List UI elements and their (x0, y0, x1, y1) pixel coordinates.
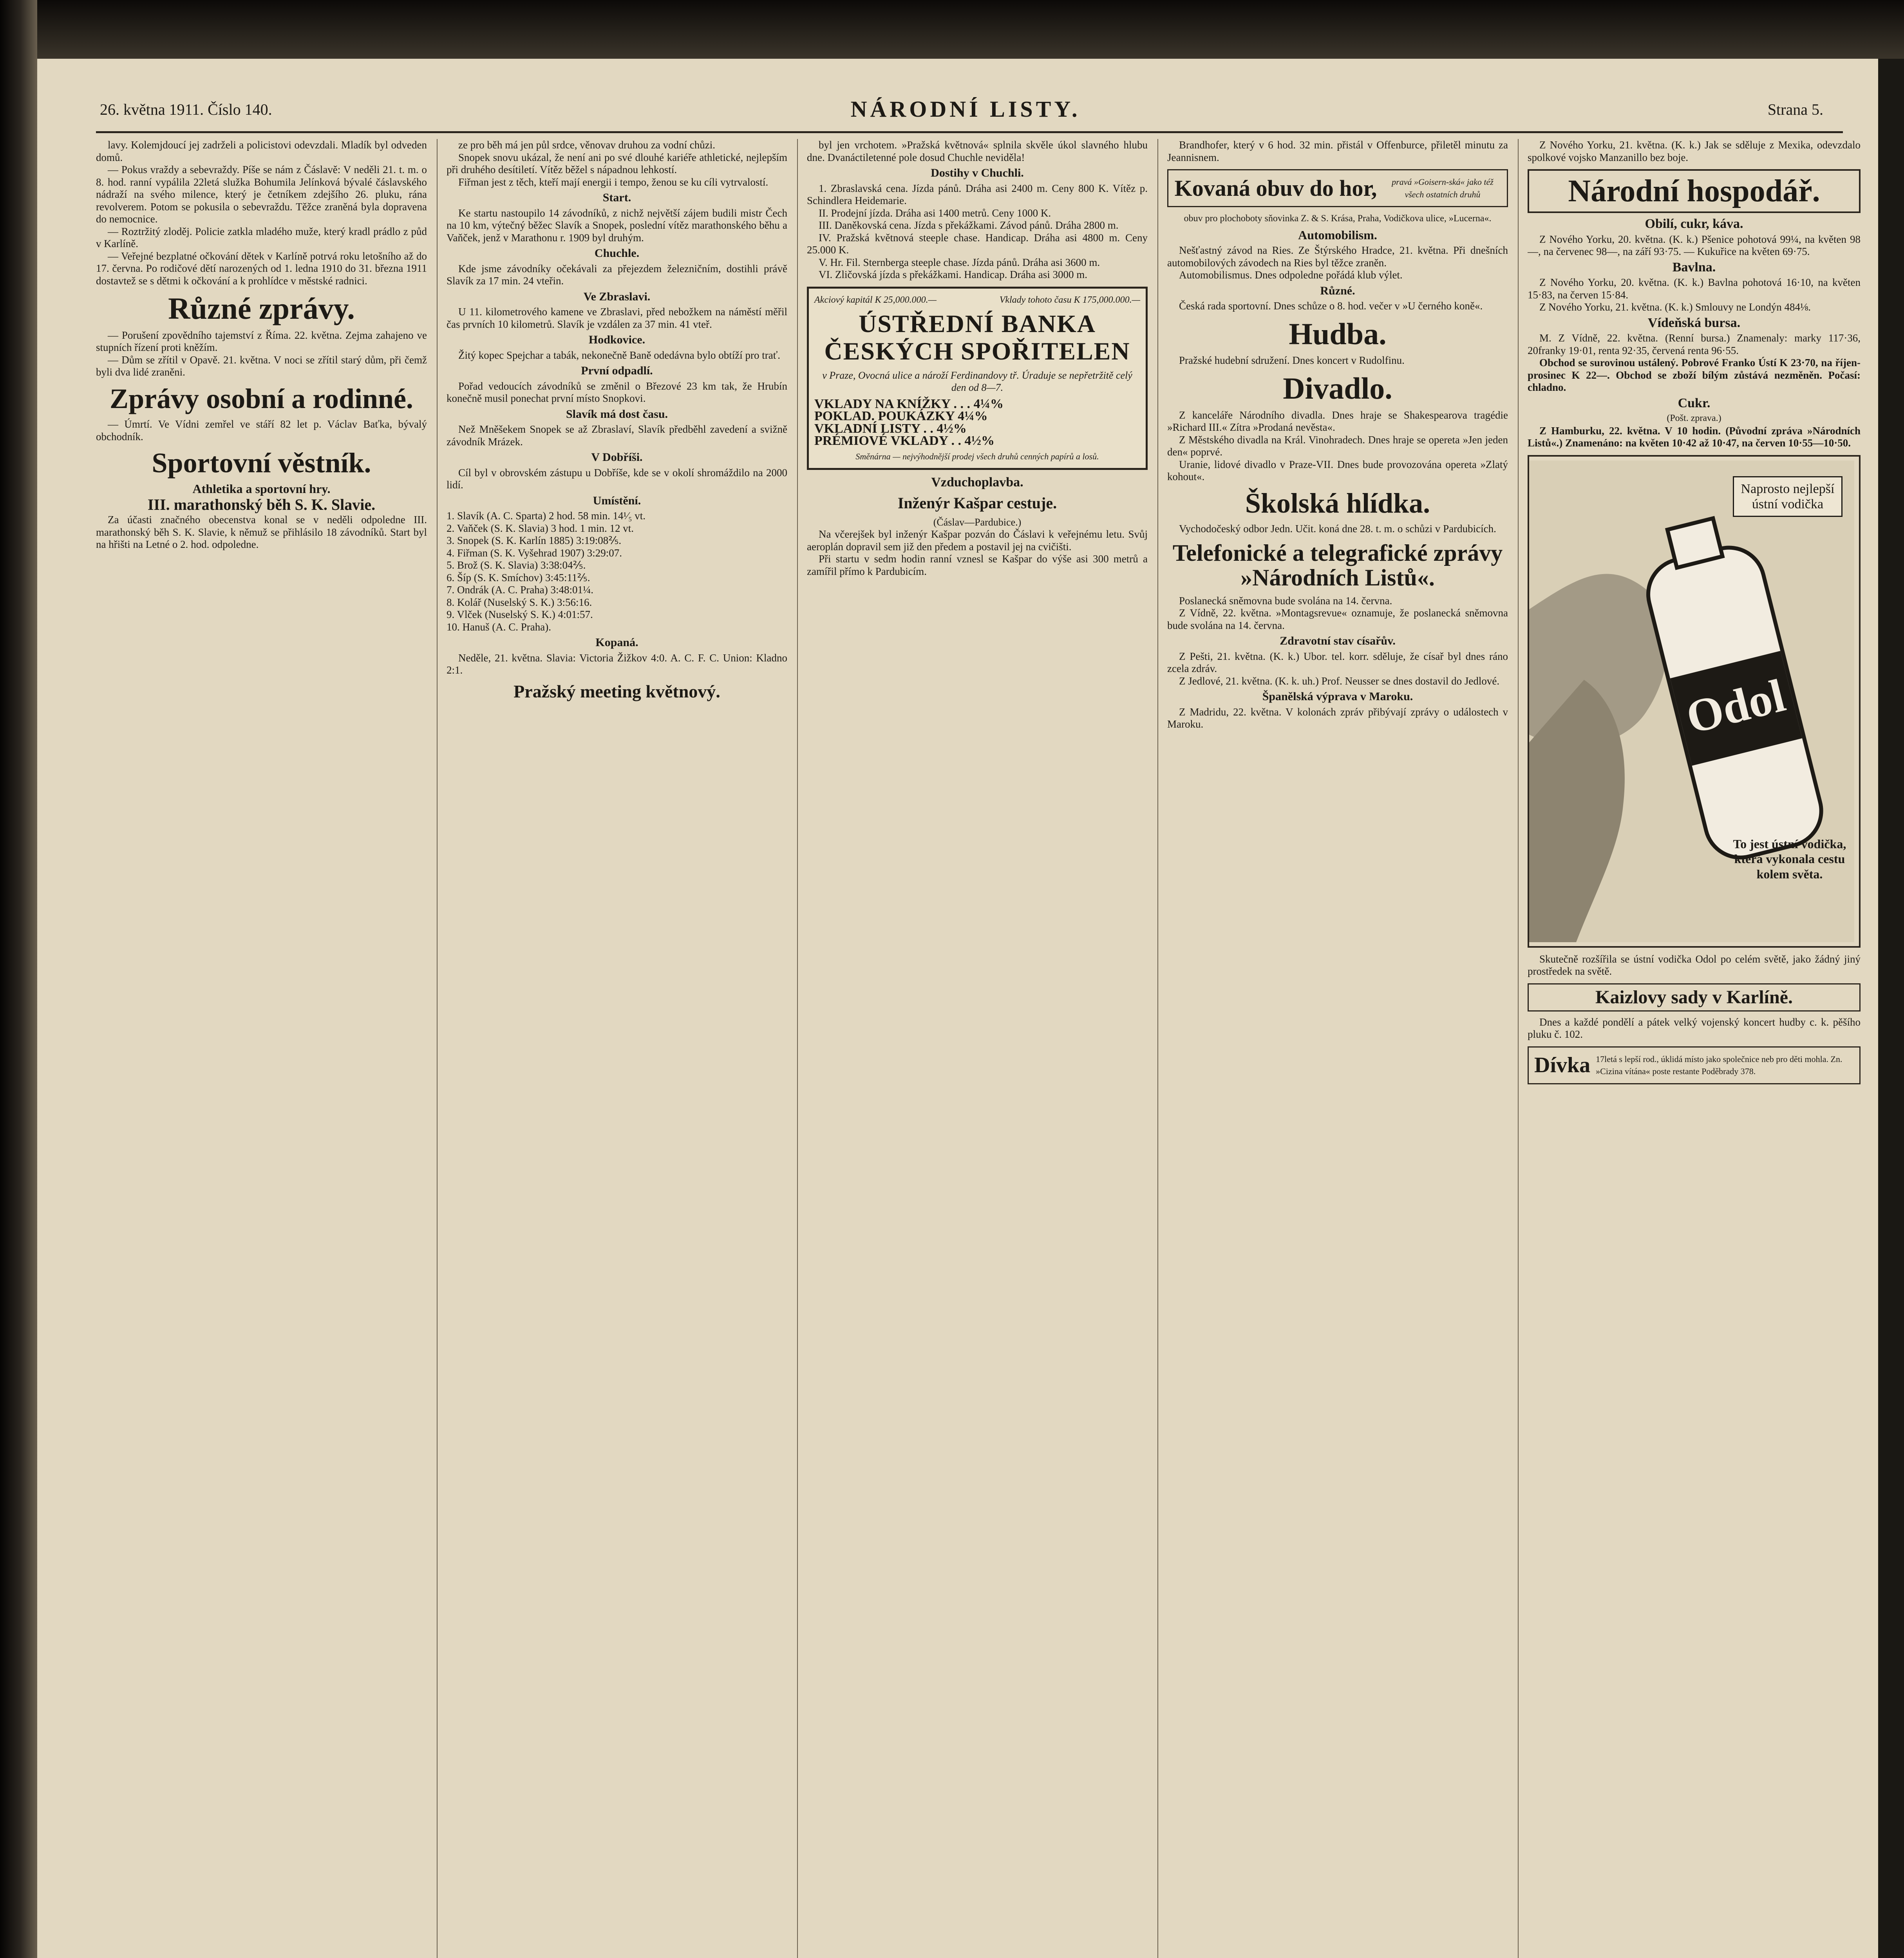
article-text: lavy. Kolemjdoucí jej zadrželi a policistovi odevzdali. Mladík byl odveden domů. (96, 139, 427, 163)
newspaper-page (37, 59, 1878, 1958)
article-text: M. Z Vídně, 22. května. (Renní bursa.) Znamenaly: marky 117·36, 20franky 19·01, renta 92·35, červená renta 96·55. (1528, 332, 1861, 356)
subheading-dostihy: Dostihy v Chuchli. (931, 166, 1024, 179)
subheading-misc: Různé. (1320, 284, 1355, 297)
subheading-sugar: Cukr. (1678, 396, 1711, 410)
shoe-ad-subtitle: pravá »Goisern-ská« jako též všech ostatních druhů (1392, 177, 1494, 199)
subheading-grain: Obilí, cukr, káva. (1645, 217, 1743, 231)
kaspar-subheading: (Čáslav—Pardubice.) (933, 516, 1022, 528)
issue-date: 26. května 1911. Číslo 140. (100, 101, 272, 118)
sugar-note: (Pošt. zprava.) (1667, 413, 1721, 423)
article-text: — Úmrtí. Ve Vídni zemřel ve stáří 82 let p. Václav Baťka, bývalý obchodník. (96, 418, 427, 443)
odol-label: Naprosto nejlepší ústní vodička (1733, 476, 1843, 517)
results-list-item: 8. Kolář (Nuselský S. K.) 3:56:16. (447, 596, 592, 608)
column-rule (1518, 139, 1519, 1958)
results-list-item: 4. Fiřman (S. K. Vyšehrad 1907) 3:29:07. (447, 547, 622, 559)
article-text: Neděle, 21. května. Slavia: Victoria Žižkov 4:0. A. C. F. C. Union: Kladno 2:1. (447, 652, 787, 676)
results-list (447, 510, 787, 633)
article-text: U 11. kilometrového kamene ve Zbraslavi, před nebožkem na náměstí měřil čas prvních 10 kilometrů. Slavík je vzdálen za 37 min. 41 vteř. (447, 306, 787, 330)
results-list-item: 7. Ondrák (A. C. Praha) 3:48:01¼. (447, 584, 593, 596)
subheading-start: Start. (602, 191, 631, 204)
subheading-maroko: Španělská výprava v Maroku. (1262, 690, 1413, 703)
section-heading-economy: Národní hospodář. (1528, 169, 1861, 213)
article-text: Z kanceláře Národního divadla. Dnes hraje se Shakespearova tragédie »Richard III.« Zítra »Prodaná nevěsta«. (1167, 409, 1508, 434)
article-text: Z Hamburku, 22. května. V 10 hodin. (Původní zpráva »Národních Listů«.) Znamenáno: na květen 10·42 až 10·47, na červen 10·55—10·50. (1528, 424, 1861, 449)
header-rule (96, 131, 1843, 133)
subheading-chuchle: Chuchle. (594, 247, 640, 260)
subheading-cotton: Bavlna. (1672, 260, 1716, 275)
article-text: 1. Zbraslavská cena. Jízda pánů. Dráha asi 2400 m. Ceny 800 K. Vítěz p. Schindlera Heidemarie. (807, 182, 1148, 206)
article-text: Česká rada sportovní. Dnes schůze o 8. hod. večer v »U černého koně«. (1179, 300, 1483, 312)
article-text: Z Vídně, 22. května. »Montagsrevue« oznamuje, že poslanecká sněmovna bude svolána na 14. června. (1167, 607, 1508, 631)
marathon-heading: III. marathonský běh S. K. Slavie. (147, 495, 376, 513)
book-spine (0, 0, 37, 1958)
article-text: V. Hr. Fil. Sternberga steeple chase. Jízda pánů. Dráha asi 3600 m. (819, 256, 1100, 268)
article-text: Z Městského divadla na Král. Vinohradech. Dnes hraje se opereta »Jen jeden den« poprvé. (1167, 434, 1508, 458)
classified-title: Dívka (1534, 1053, 1591, 1077)
subheading-prvni: První odpadlí. (581, 364, 653, 377)
odol-tagline: To jest ústní vodička, která vykonala cestu kolem světa. (1733, 836, 1846, 881)
article-text: Z Nového Yorku, 21. května. (K. k.) Jak se sděluje z Mexika, odevzdalo spolkové vojsko Manzanillo bez boje. (1528, 139, 1861, 163)
shoe-ad-footer: obuv pro plochoboty sňovinka Z. & S. Krása, Praha, Vodičkova ulice, »Lucerna«. (1184, 213, 1492, 224)
odol-advertisement (1528, 455, 1861, 948)
subheading-health: Zdravotní stav císařův. (1280, 634, 1396, 648)
odol-illustration (1529, 461, 1854, 942)
column-rule (437, 139, 438, 1958)
classified-ad (1528, 1046, 1861, 1084)
article-text: Pořad vedoucích závodníků se změnil o Březové 23 km tak, že Hrubín konečně musil ponechat první místo Snopkovi. (447, 380, 787, 404)
article-text: Fiřman jest z těch, kteří mají energii i tempo, ženou se ku cíli vytrvalostí. (458, 176, 768, 188)
article-text: Z Jedlové, 21. května. (K. k. uh.) Prof. Neusser se dnes dostavil do Jedlové. (1179, 675, 1500, 687)
article-text: — Roztržitý zloděj. Policie zatkla mladého muže, který kradl prádlo z půd v Karlíně. (96, 225, 427, 249)
article-text: Snopek snovu ukázal, že není ani po své dlouhé kariéře athletické, nejlepším při druhého desítiletí. Vítěz běžel s nápadnou lehkostí. (447, 151, 787, 175)
article-text: Obchod se surovinou ustálený. Pobrové Franko Ústí K 23·70, na říjen-prosinec K 22—. Obchod se zboží bílým zůstává nezměněn. Počasí: chladno. (1528, 357, 1861, 393)
section-heading-telegraph: Telefonické a telegrafické zprávy »Národních Listů«. (1172, 540, 1503, 591)
results-list-item: 5. Brož (S. K. Slavia) 3:38:04⅖. (447, 559, 586, 571)
page-number: Strana 5. (1767, 101, 1823, 118)
column-4 (1167, 139, 1508, 1958)
kaspar-heading: Inženýr Kašpar cestuje. (897, 494, 1057, 512)
section-heading-sport: Sportovní věstník. (152, 447, 371, 479)
bank-rate: PRÉMIOVÉ VKLADY . . 4½% (814, 434, 994, 448)
section-heading-aviation: Vzduchoplavba. (931, 475, 1023, 490)
article-text: Z Nového Yorku, 21. května. (K. k.) Smlouvy ne Londýn 484⅛. (1539, 301, 1811, 313)
subheading-auto: Automobilism. (1298, 228, 1377, 242)
classified-text: 17letá s lepší rod., úklidá místo jako společnice neb pro děti mohla. Zn. »Cizina vítána« poste restante Poděbrady 378. (1596, 1054, 1843, 1077)
article-text: Z Madridu, 22. května. V kolonách zpráv přibývají zprávy o událostech v Maroku. (1167, 706, 1508, 730)
article-text: Při startu v sedm hodin ranní vznesl se Kašpar do výše asi 300 metrů a zamířil přímo k Pardubicím. (807, 553, 1148, 577)
article-text: IV. Pražská květnová steeple chase. Handicap. Dráha asi 4800 m. Ceny 25.000 K. (807, 231, 1148, 256)
results-list-item: 9. Vlček (Nuselský S. K.) 4:01:57. (447, 609, 593, 620)
article-text: ze pro běh má jen půl srdce, věnovav druhou za vodní chůzi. (458, 139, 716, 151)
column-2 (447, 139, 787, 1958)
karlin-heading: Kaizlovy sady v Karlíně. (1528, 983, 1861, 1012)
masthead-title: NÁRODNÍ LISTY. (850, 96, 1081, 122)
bank-capital: Akciový kapitál K 25,000.000.— (814, 294, 937, 305)
subheading-slavik: Slavík má dost času. (566, 407, 668, 421)
article-text: Automobilismus. Dnes odpoledne pořádá klub výlet. (1179, 269, 1403, 281)
article-text: Cíl byl v obrovském zástupu u Dobříše, kde se v okolí shromáždilo na 2000 lidí. (447, 466, 787, 491)
subheading-dobris: V Dobříši. (591, 451, 643, 464)
scan-edge (37, 0, 1904, 59)
section-heading-divadlo: Divadlo. (1283, 371, 1392, 405)
section-heading-ruzne: Různé zprávy. (168, 291, 355, 325)
bank-rate: VKLADNÍ LISTY . . 4½% (814, 421, 967, 436)
article-text: Žitý kopec Spejchar a tabák, nekonečně Baně odedávna bylo obtíží pro trať. (458, 349, 780, 361)
article-text: — Veřejné bezplatné očkování dětek v Karlíně potrvá roku letošního až do 17. června. Po rodičové dětí narozených od 1. ledna 1910 do 31. března 1911 dostavtež se s dětmi k očkování a k prohlídce v městské radnici. (96, 250, 427, 287)
subheading-zbraslav: Ve Zbraslavi. (583, 290, 651, 303)
subheading-umisteni: Umístění. (593, 494, 641, 507)
article-text: Ke startu nastoupilo 14 závodníků, z nichž největší zájem budili mistr Čech na 10 km, výtečný běžec Slavík a Snopek, poslední vítěz marathonského běhu a Vaňček, jenž v Marathonu r. 1909 byl druhým. (447, 207, 787, 244)
section-heading-skolska: Školská hlídka. (1245, 487, 1430, 519)
results-list-item: 6. Šíp (S. K. Smíchov) 3:45:11⅖. (447, 571, 590, 583)
bank-rate: POKLAD. POUKÁZKY 4¼% (814, 409, 988, 424)
article-text: III. Daněkovská cena. Jízda s překážkami. Závod pánů. Dráha 2800 m. (819, 219, 1119, 231)
article-text: II. Prodejní jízda. Dráha asi 1400 metrů. Ceny 1000 K. (819, 207, 1051, 219)
article-text: Poslanecká sněmovna bude svolána na 14. června. (1179, 594, 1392, 607)
article-text: VI. Zličovská jízda s překážkami. Handicap. Dráha asi 3000 m. (819, 269, 1088, 280)
article-text: — Dům se zřítil v Opavě. 21. května. V noci se zřítil starý dům, při čemž byli dva lidé zraněni. (96, 354, 427, 378)
article-text: Vychodočeský odbor Jedn. Učit. koná dne 28. t. m. o schůzi v Pardubicích. (1179, 523, 1496, 535)
article-text: Pražské hudební sdružení. Dnes koncert v Rudolfinu. (1179, 354, 1405, 367)
article-text: byl jen vrchotem. »Pražská květnová« splnila skvěle úkol slavného hlubu dne. Dvanáctiletenné pole dosud Chuchle neviděla! (807, 139, 1148, 163)
article-text: Nešťastný závod na Ries. Ze Štýrského Hradce, 21. května. Při dnešních automobilových závodech na Ries byl těžce zraněn. (1167, 244, 1508, 269)
bank-advertisement (807, 287, 1148, 470)
results-list-item: 10. Hanuš (A. C. Praha). (447, 621, 551, 633)
results-list-item: 3. Snopek (S. K. Karlín 1885) 3:19:08⅖. (447, 535, 622, 546)
article-text: Uranie, lidové divadlo v Praze-VII. Dnes bude provozována opereta »Zlatý kohout«. (1167, 458, 1508, 483)
subheading-hodkovice: Hodkovice. (588, 333, 646, 346)
article-text: Z Pešti, 21. května. (K. k.) Ubor. tel. korr. sděluje, že císař byl dnes ráno zcela zdráv. (1167, 650, 1508, 675)
column-5 (1528, 139, 1861, 1958)
article-text: Než Mněšekem Snopek se až Zbraslaví, Slavík předběhl zavedení a svižně závodník Mrázek. (447, 423, 787, 448)
article-text: Kde jsme závodníky očekávali za přejezdem železničním, dostihli právě Slavík za 17 min. 24 vteřin. (447, 262, 787, 287)
column-rule (1157, 139, 1158, 1958)
shoe-advertisement (1167, 169, 1508, 207)
column-rule (797, 139, 798, 1958)
subheading-bourse: Vídeňská bursa. (1647, 315, 1741, 330)
bank-deposits: Vklady tohoto času K 175,000.000.— (999, 294, 1140, 305)
article-text: Z Nového Yorku, 20. května. (K. k.) Bavlna pohotová 16·10, na květen 15·83, na červen 15·84. (1528, 276, 1861, 301)
results-list-item: 2. Vaňček (S. K. Slavia) 3 hod. 1 min. 12 vt. (447, 522, 634, 534)
subheading-kopana: Kopaná. (595, 636, 638, 649)
bank-footer: Směnárna — nejvýhodnější prodej všech druhů cenných papírů a losů. (855, 451, 1099, 461)
bank-name: ÚSTŘEDNÍ BANKA ČESKÝCH SPOŘITELEN (824, 310, 1130, 365)
article-text: Na včerejšek byl inženýr Kašpar pozván do Čáslavi k veřejnému letu. Svůj aeroplán dopravil sem již den předem a postavil jej na cvičišti. (807, 528, 1148, 553)
article-text: Za účasti značného obecenstva konal se v neděli odpoledne III. marathonský běh S. K. Slavie, k němuž se přihlásilo 18 závodníků. Start byl na hřišti na Letné o 2. hod. odpoledne. (96, 514, 427, 551)
article-text: — Pokus vraždy a sebevraždy. Píše se nám z Čáslavě: V neděli 21. t. m. o 8. hod. ranní vypálila 22letá služka Bohumila Jelínková bývalé čáslavského nádraží na svého milence, který je četníkem zdejšího 26. pluku, rána revolverem. Potom se pokusila o sebevraždu. Těžce zraněná byla dopravena do nemocnice. (96, 164, 427, 225)
article-text: Dnes a každé pondělí a pátek velký vojenský koncert hudby c. k. pěšího pluku č. 102. (1528, 1016, 1861, 1040)
bank-address: v Praze, Ovocná ulice a nároží Ferdinandovy tř. Úraduje se nepřetržitě celý den od 8—7. (822, 369, 1132, 394)
bank-rate: VKLADY NA KNÍŽKY . . . 4¼% (814, 396, 1004, 411)
shoe-ad-title: Kovaná obuv do hor, (1174, 175, 1377, 201)
section-heading-hudba: Hudba. (1289, 316, 1387, 351)
column-1 (96, 139, 427, 1958)
odol-brand: Odol (1681, 668, 1790, 744)
sport-subheading: Athletika a sportovní hry. (192, 482, 331, 496)
article-text: — Porušení zpovědního tajemství z Říma. 22. května. Zejma zahajeno ve stupních řízení proti kněžím. (96, 329, 427, 354)
meeting-heading: Pražský meeting květnový. (514, 681, 720, 701)
results-list-item: 1. Slavík (A. C. Sparta) 2 hod. 58 min. 14¹⁄₅ vt. (447, 510, 646, 522)
column-3 (807, 139, 1148, 1958)
section-heading-osobni: Zprávy osobní a rodinné. (110, 383, 413, 414)
article-text: Skutečně rozšířila se ústní vodička Odol po celém světě, jako žádný jiný prostředek na světě. (1528, 953, 1861, 977)
article-text: Brandhofer, který v 6 hod. 32 min. přistál v Offenburce, přiletěl minutu za Jeannisnem. (1167, 139, 1508, 163)
article-text: Z Nového Yorku, 20. května. (K. k.) Pšenice pohotová 99¼, na květen 98—, na červenec 98—, na září 93·75. — Kukuřice na květen 69·75. (1528, 233, 1861, 257)
